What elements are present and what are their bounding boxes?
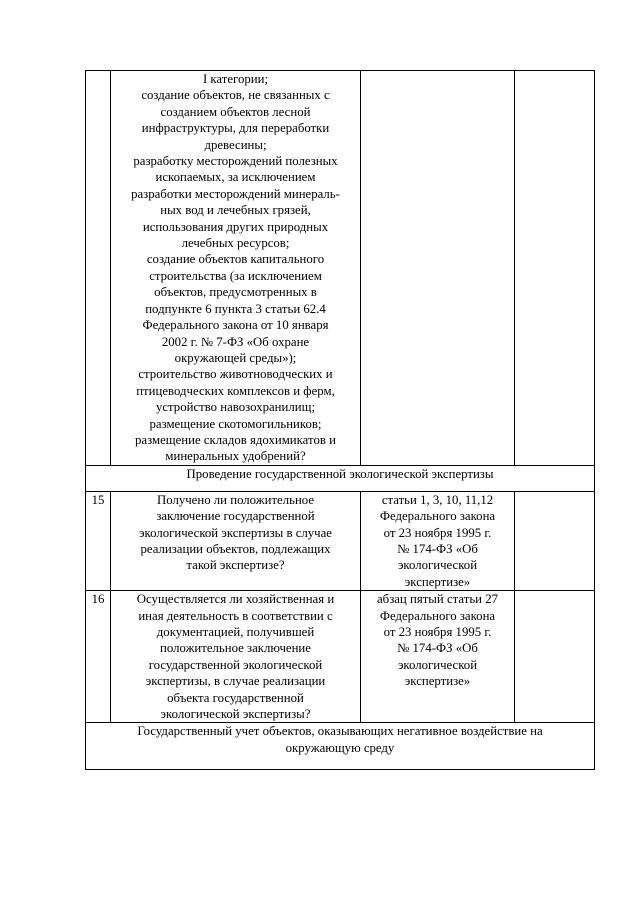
table-row-16: [86, 591, 595, 723]
text-line: подпункте 6 пункта 3 статьи 62.4: [145, 301, 326, 316]
text-line: экспертизе»: [404, 574, 471, 589]
text-line: объекта государственной: [167, 690, 304, 705]
text-line: № 174-ФЗ «Об: [397, 641, 478, 656]
text-line: экспертизы, в случае реализации: [145, 674, 326, 689]
table-row-continuation: [86, 71, 595, 466]
table-row-15: [86, 491, 595, 590]
answer-cell: [515, 491, 595, 590]
text-line: абзац пятый статьи 27: [377, 592, 498, 607]
text-line: экспертизе»: [404, 674, 471, 689]
text-line: иная деятельность в соответствии с: [138, 608, 333, 623]
text-line: положительное заключение: [160, 641, 311, 656]
requirement-cell: [111, 71, 361, 466]
reference-cell: [361, 591, 515, 723]
text-line: ных вод и лечебных грязей,: [160, 203, 311, 218]
text-line: созданием объектов лесной: [160, 104, 311, 119]
answer-cell: [515, 591, 595, 723]
text-line: I категории;: [202, 72, 269, 86]
text-line: экологической экспертизы в случае: [139, 525, 332, 540]
text-line: Федерального закона: [379, 608, 496, 623]
text-line: размещение складов ядохимикатов и: [135, 432, 336, 447]
text-line: разработки месторождений минераль-: [131, 186, 340, 201]
checklist-table: [85, 70, 595, 770]
text-line: строительство животноводческих и: [138, 367, 333, 382]
text-line: документацией, получившей: [156, 625, 315, 639]
row-number-cell: 16: [86, 591, 111, 723]
reference-cell: [361, 71, 515, 466]
text-line: окружающей среды»);: [174, 350, 297, 365]
text-line: ископаемых, за исключением: [155, 170, 316, 185]
row-number-cell: 15: [86, 491, 111, 590]
section-header-row: [86, 723, 595, 770]
text-line: такой экспертизе?: [186, 558, 285, 573]
text-line: создание объектов, не связанных с: [141, 88, 330, 103]
section-title-registration: [86, 723, 595, 770]
section-title-text: [88, 723, 592, 756]
text-line: от 23 ноября 1995 г.: [383, 625, 492, 639]
text-line: экологической: [397, 657, 478, 672]
section-header-row: [86, 465, 595, 491]
text-line: заключение государственной: [156, 509, 315, 524]
text-line: древесины;: [204, 137, 267, 152]
text-line: экологической: [397, 558, 478, 573]
text-line: Федерального закона от 10 января: [142, 318, 329, 333]
text-line: разработку месторождений полезных: [133, 154, 338, 169]
text-line: Получено ли положительное: [156, 492, 315, 507]
question-cell: [111, 491, 361, 590]
text-line: птицеводческих комплексов и ферм,: [136, 383, 335, 398]
text-line: № 174-ФЗ «Об: [397, 541, 478, 556]
question-text: [113, 492, 358, 574]
text-line: реализации объектов, подлежащих: [140, 541, 331, 556]
text-line: минеральных удобрений?: [165, 449, 306, 464]
text-line: Федерального закона: [379, 509, 496, 524]
text-line: Осуществляется ли хозяйственная и: [136, 592, 335, 607]
text-line: строительства (за исключением: [149, 268, 322, 283]
answer-cell: [515, 71, 595, 466]
text-line: Государственный учет объектов, оказывающих негативное воздействие на: [137, 724, 543, 739]
requirement-text: [113, 71, 358, 465]
text-line: 2002 г. № 7-ФЗ «Об охране: [161, 334, 310, 349]
text-line: инфраструктуры, для переработки: [141, 121, 330, 136]
text-line: окружающую среду: [285, 740, 395, 755]
text-line: государственной экологической: [148, 657, 323, 672]
question-text: [113, 591, 358, 722]
text-line: лечебных ресурсов;: [181, 236, 290, 251]
text-line: использования других природных: [142, 219, 329, 234]
text-line: статьи 1, 3, 10, 11,12: [381, 492, 494, 507]
reference-text: [363, 591, 512, 689]
reference-text: [363, 492, 512, 590]
text-line: от 23 ноября 1995 г.: [383, 525, 492, 540]
text-line: создание объектов капитального: [146, 252, 325, 267]
text-line: размещение скотомогильников;: [149, 416, 322, 431]
text-line: объектов, предусмотренных в: [154, 285, 317, 300]
question-cell: [111, 591, 361, 723]
text-line: устройство навозохранилищ;: [155, 400, 316, 415]
text-line: экологической экспертизы?: [160, 707, 311, 722]
row-number-cell: [86, 71, 111, 466]
reference-cell: [361, 491, 515, 590]
section-title-expertise: Проведение государственной экологической экспертизы: [86, 465, 595, 491]
